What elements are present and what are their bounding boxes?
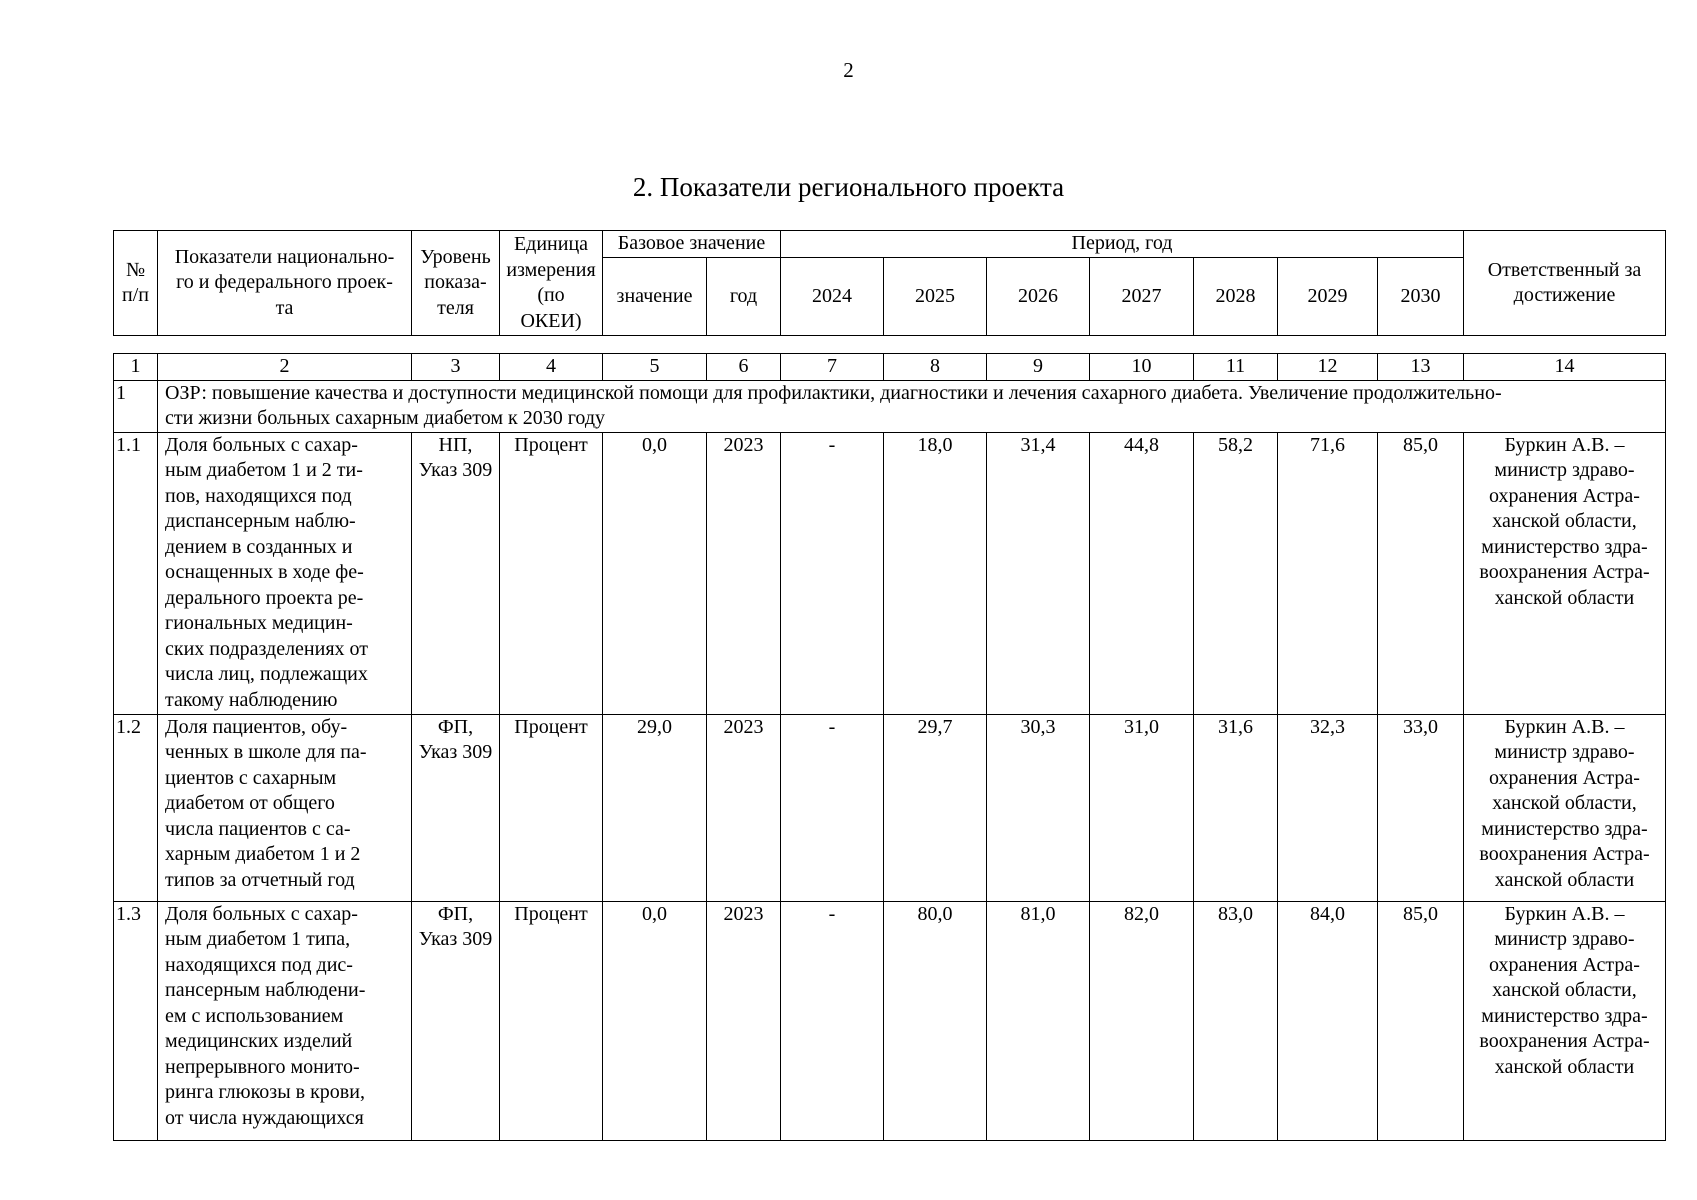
value-2025: 29,7 [884, 714, 987, 901]
responsible: Буркин А.В. – министр здраво- охранения Астра- ханской области, министерство здра- воохранения Астра- ханской области [1464, 432, 1666, 714]
header-year-2030: 2030 [1378, 258, 1464, 336]
indicator-text: Доля больных с сахар- ным диабетом 1 и 2 ти- пов, находящихся под диспансерным наблю- дением в созданных и оснащенных в ходе фе- дерального проекта ре- гиональных медицин- ских подразделениях от числа лиц, подлежащих такому наблюдению [158, 432, 412, 714]
base-value: 0,0 [603, 901, 707, 1140]
header-col-period: Период, год [781, 231, 1464, 258]
unit: Процент [500, 901, 603, 1140]
unit: Процент [500, 432, 603, 714]
header-year-2025: 2025 [884, 258, 987, 336]
page-title: 2. Показатели регионального проекта [632, 172, 1065, 202]
value-2024: - [781, 432, 884, 714]
column-number: 12 [1278, 354, 1378, 381]
value-2029: 32,3 [1278, 714, 1378, 901]
header-base-year: год [707, 258, 781, 336]
goal-number: 1 [114, 380, 158, 432]
goal-row [114, 380, 1666, 432]
base-year: 2023 [707, 901, 781, 1140]
header-col-level: Уровень показа- теля [412, 231, 500, 336]
goal-text: ОЗР: повышение качества и доступности медицинской помощи для профилактики, диагностики и лечения сахарного диабета. Увеличение продолжительно- сти жизни больных сахарным диабетом к 2030 году [158, 380, 1666, 432]
responsible: Буркин А.В. – министр здраво- охранения Астра- ханской области, министерство здра- воохранения Астра- ханской области [1464, 901, 1666, 1140]
header-base-value: значение [603, 258, 707, 336]
value-2030: 85,0 [1378, 901, 1464, 1140]
column-number: 2 [158, 354, 412, 381]
value-2025: 80,0 [884, 901, 987, 1140]
value-2026: 30,3 [987, 714, 1090, 901]
header-year-2027: 2027 [1090, 258, 1194, 336]
value-2028: 58,2 [1194, 432, 1278, 714]
value-2029: 71,6 [1278, 432, 1378, 714]
value-2027: 31,0 [1090, 714, 1194, 901]
value-2028: 31,6 [1194, 714, 1278, 901]
header-col-number: № п/п [114, 231, 158, 336]
row-number: 1.1 [114, 432, 158, 714]
header-year-2024: 2024 [781, 258, 884, 336]
header-col-unit: Единица измерения (по ОКЕИ) [500, 231, 603, 336]
row-number: 1.3 [114, 901, 158, 1140]
column-number: 3 [412, 354, 500, 381]
header-col-indicators: Показатели национально- го и федерального проек- та [158, 231, 412, 336]
table-row [114, 714, 1666, 901]
column-number: 11 [1194, 354, 1278, 381]
indicator-level: ФП, Указ 309 [412, 901, 500, 1140]
base-value: 29,0 [603, 714, 707, 901]
value-2029: 84,0 [1278, 901, 1378, 1140]
unit: Процент [500, 714, 603, 901]
table-row [114, 432, 1666, 714]
base-year: 2023 [707, 714, 781, 901]
value-2024: - [781, 901, 884, 1140]
column-number: 14 [1464, 354, 1666, 381]
value-2028: 83,0 [1194, 901, 1278, 1140]
value-2026: 81,0 [987, 901, 1090, 1140]
header-year-2028: 2028 [1194, 258, 1278, 336]
header-year-2026: 2026 [987, 258, 1090, 336]
column-number: 13 [1378, 354, 1464, 381]
indicator-level: НП, Указ 309 [412, 432, 500, 714]
value-2030: 33,0 [1378, 714, 1464, 901]
column-number: 6 [707, 354, 781, 381]
header-year-2029: 2029 [1278, 258, 1378, 336]
row-number: 1.2 [114, 714, 158, 901]
indicators-body-table [113, 353, 1666, 1141]
value-2025: 18,0 [884, 432, 987, 714]
column-number: 9 [987, 354, 1090, 381]
column-numbers-row [114, 354, 1666, 381]
indicator-text: Доля пациентов, обу- ченных в школе для па- циентов с сахарным диабетом от общего числа пациентов с са- харным диабетом 1 и 2 типов за отчетный год [158, 714, 412, 901]
column-number: 1 [114, 354, 158, 381]
value-2027: 82,0 [1090, 901, 1194, 1140]
base-year: 2023 [707, 432, 781, 714]
value-2026: 31,4 [987, 432, 1090, 714]
header-col-responsible: Ответственный за достижение [1464, 231, 1666, 336]
page-number: 2 [843, 58, 854, 82]
value-2030: 85,0 [1378, 432, 1464, 714]
column-number: 8 [884, 354, 987, 381]
indicators-header-table [113, 230, 1666, 336]
column-number: 5 [603, 354, 707, 381]
column-number: 4 [500, 354, 603, 381]
column-number: 7 [781, 354, 884, 381]
table-row [114, 901, 1666, 1140]
value-2024: - [781, 714, 884, 901]
header-col-base: Базовое значение [603, 231, 781, 258]
indicator-level: ФП, Указ 309 [412, 714, 500, 901]
indicator-text: Доля больных с сахар- ным диабетом 1 типа, находящихся под дис- пансерным наблюдени- ем с использованием медицинских изделий непрерывного монито- ринга глюкозы в крови, от числа нуждающихся [158, 901, 412, 1140]
value-2027: 44,8 [1090, 432, 1194, 714]
base-value: 0,0 [603, 432, 707, 714]
column-number: 10 [1090, 354, 1194, 381]
responsible: Буркин А.В. – министр здраво- охранения Астра- ханской области, министерство здра- воохранения Астра- ханской области [1464, 714, 1666, 901]
